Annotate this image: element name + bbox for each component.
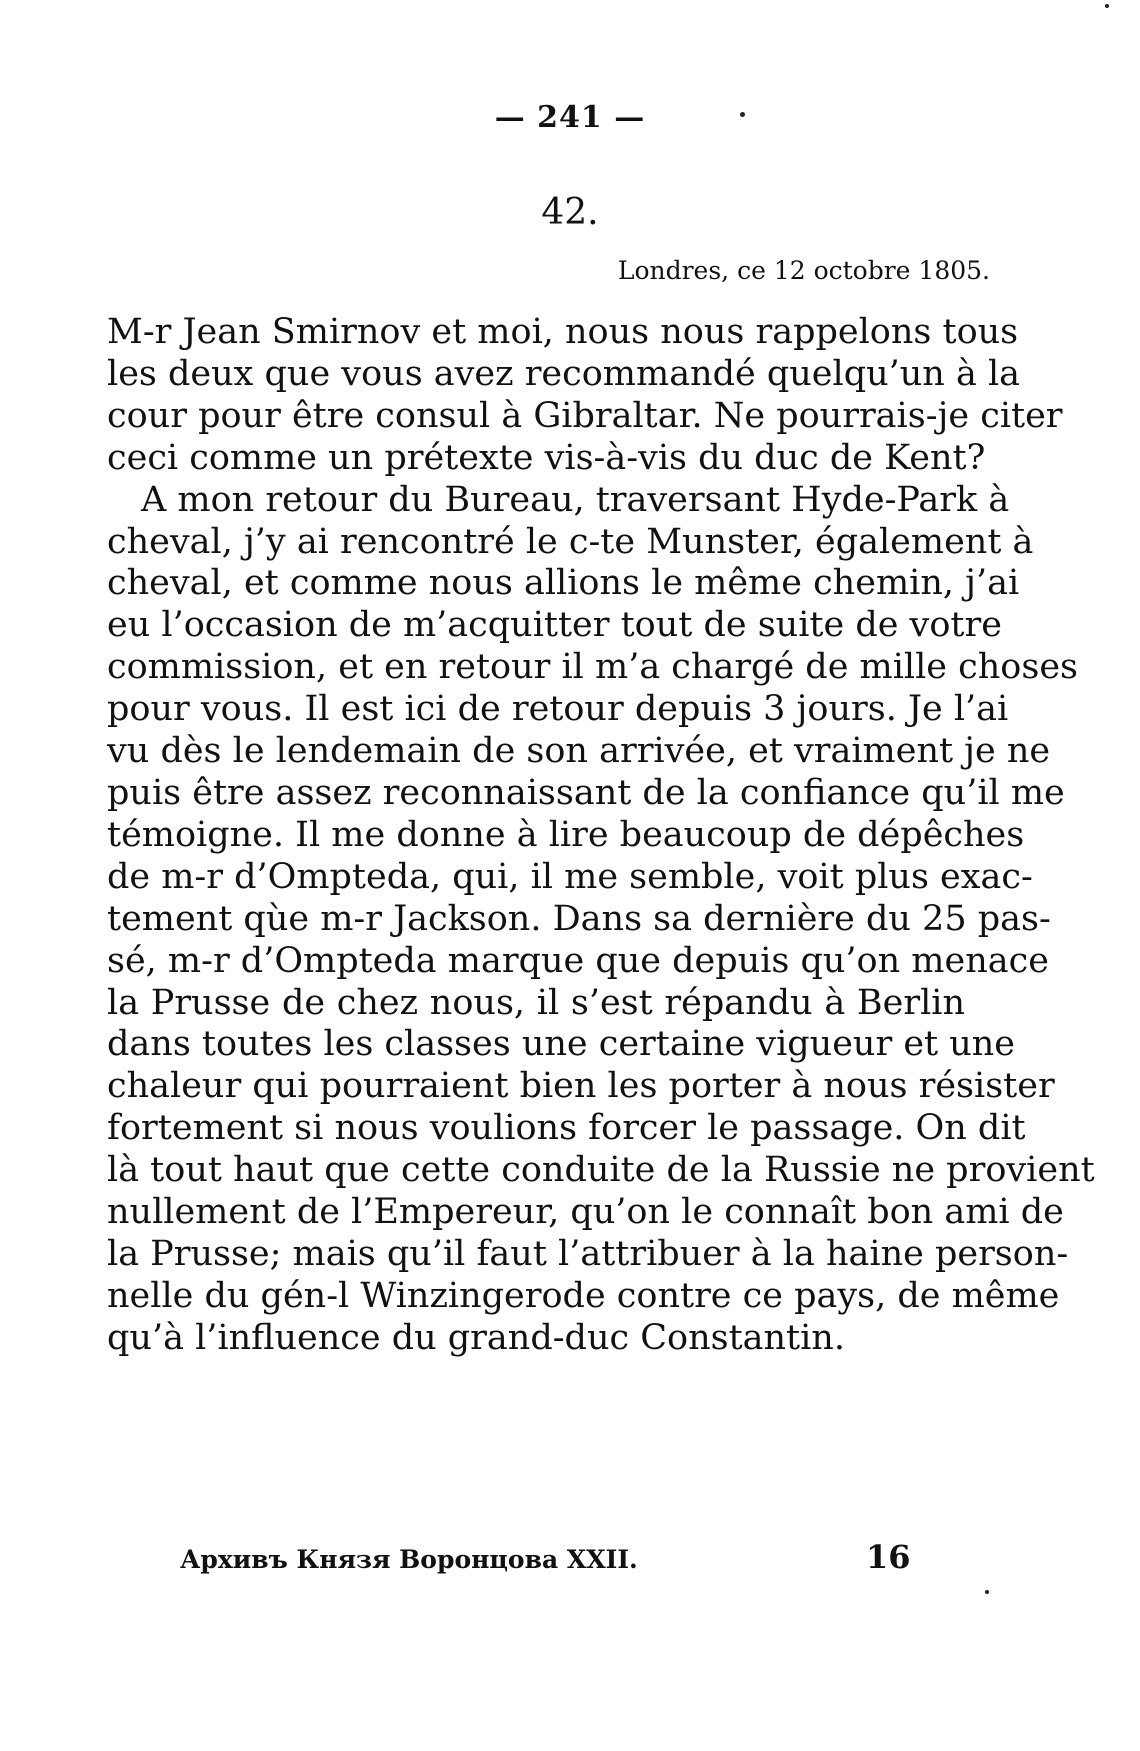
text-line: cour pour être consul à Gibraltar. Ne pourrais-je citer <box>107 395 1063 436</box>
text-line: fortement si nous voulions forcer le passage. On dit <box>107 1108 1026 1149</box>
text-line: M-r Jean Smirnov et moi, nous nous rappelons tous <box>107 312 1019 352</box>
text-line: puis être assez reconnaissant de la confiance qu’il me <box>107 772 1065 813</box>
text-line: A mon retour du Bureau, traversant Hyde-Park à <box>141 479 1010 520</box>
text-line: témoigne. Il me donne à lire beaucoup de dépêches <box>107 814 1025 855</box>
print-speck <box>1105 4 1109 8</box>
text-line: dans toutes les classes une certaine vigueur et une <box>107 1024 1016 1065</box>
letter-number: 42. <box>541 192 599 233</box>
text-line: tement qùe m-r Jackson. Dans sa dernière du 25 pas- <box>107 898 1051 939</box>
text-line: pour vous. Il est ici de retour depuis 3 jours. Je l’ai <box>107 689 1009 730</box>
signature-mark: 16 <box>866 1538 911 1576</box>
series-title-footer: Архивъ Князя Воронцова XXII. <box>180 1545 638 1574</box>
text-line: nelle du gén-l Winzingerode contre ce pays, de même <box>107 1275 1060 1316</box>
text-line: eu l’occasion de m’acquitter tout de suite de votre <box>107 605 1002 646</box>
text-line: la Prusse de chez nous, il s’est répandu à Berlin <box>107 982 965 1023</box>
text-line: cheval, j’y ai rencontré le c-te Munster, également à <box>107 521 1034 562</box>
text-line: vu dès le lendemain de son arrivée, et vraiment je ne <box>107 731 1051 772</box>
letter-dateline: Londres, ce 12 octobre 1805. <box>617 256 990 285</box>
text-line: de m-r d’Ompteda, qui, il me semble, voit plus exac- <box>107 856 1033 897</box>
letter-body <box>107 312 1095 1360</box>
page-number-header: — 241 — <box>494 100 646 135</box>
print-speck <box>985 1590 989 1594</box>
text-line: les deux que vous avez recommandé quelqu’un à la <box>107 353 1021 394</box>
text-line: chaleur qui pourraient bien les porter à nous résister <box>107 1066 1055 1107</box>
text-line: la Prusse; mais qu’il faut l’attribuer à la haine person- <box>107 1233 1069 1274</box>
text-line: nullement de l’Empereur, qu’on le connaît bon ami de <box>107 1192 1064 1233</box>
text-line: ceci comme un prétexte vis-à-vis du duc de Kent? <box>107 437 986 478</box>
print-speck <box>740 112 745 117</box>
text-line: sé, m-r d’Ompteda marque que depuis qu’on menace <box>107 940 1049 981</box>
text-line: là tout haut que cette conduite de la Russie ne provient <box>107 1150 1095 1191</box>
text-line: commission, et en retour il m’a chargé de mille choses <box>107 647 1078 688</box>
text-line: cheval, et comme nous allions le même chemin, j’ai <box>107 563 1020 604</box>
text-line: qu’à l’influence du grand-duc Constantin. <box>107 1317 845 1358</box>
